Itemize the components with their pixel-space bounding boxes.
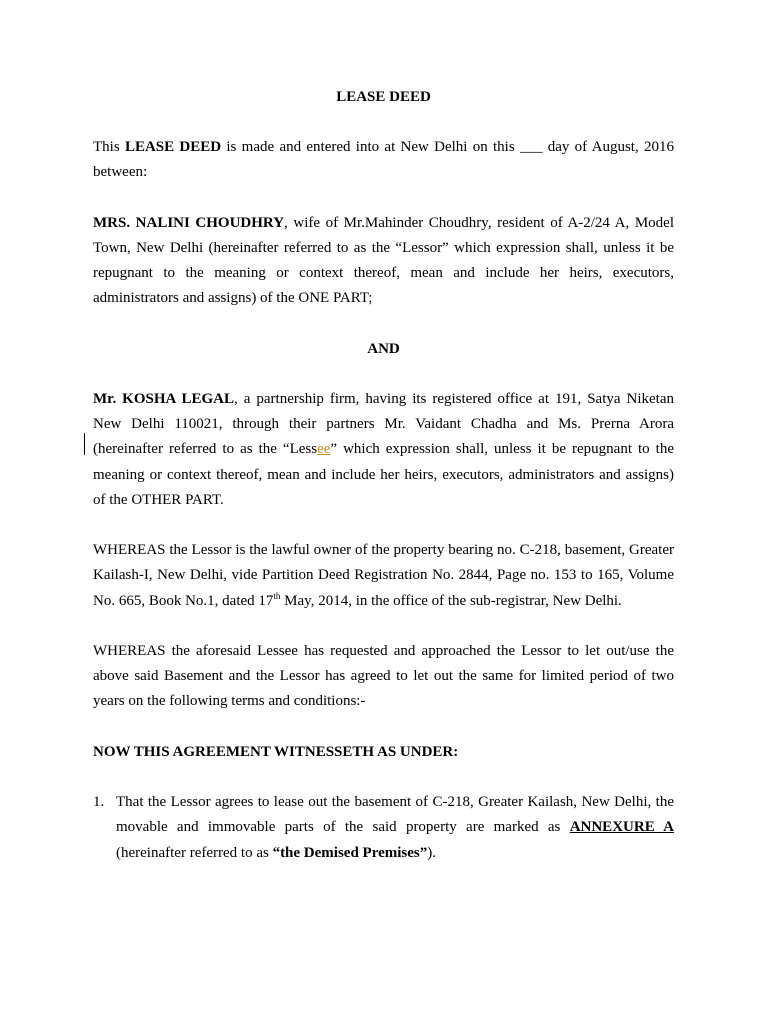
annexure-reference: ANNEXURE A [569, 819, 674, 836]
clause-1-text-3: ). [427, 844, 436, 861]
document-body [93, 85, 674, 866]
lessee-text-2: ” which expression shall, unless it be repugnant to the meaning or context thereof, mean and include her heirs, executors, administrators and assigns) of the OTHER PART. [93, 441, 675, 508]
whereas-paragraph-2: WHEREAS the aforesaid Lessee has requested and approached the Lessor to let out/use the above said Basement and the Lessor has agreed to let out the same for limited period of two years on the following terms and conditions:- [93, 642, 674, 710]
lessee-text-1: , a partnership firm, having its registered office at 191, Satya Niketan New Delhi 110021, through their partners Mr. Vaidant Chadha and Ms. Prerna Arora (hereinafter referred to as the “Less [93, 390, 674, 458]
lessor-paragraph [93, 211, 674, 312]
whereas-1-text-2: May, 2014, in the office of the sub-registrar, New Delhi. [280, 592, 622, 609]
whereas-paragraph-1 [93, 538, 674, 614]
intro-prefix: This [93, 139, 125, 155]
and-heading: AND [367, 340, 400, 357]
document-title: LEASE DEED [336, 89, 431, 105]
intro-bold-title: LEASE DEED [124, 139, 222, 155]
clause-1-text-1: That the Lessor agrees to lease out the basement of C-218, Greater Kailash, New Delhi, the movable and immovable parts of the said property are marked as [116, 794, 674, 836]
intro-paragraph [93, 135, 674, 185]
lessor-text: , wife of Mr.Mahinder Choudhry, resident of A-2/24 A, Model Town, New Delhi (hereinafter referred to as the “Lessor” which expression shall, unless it be repugnant to the meaning or context thereof, mean and include her heirs, executors, administrators and assigns) of the ONE PART; [93, 214, 674, 307]
lessor-name: MRS. NALINI CHOUDHRY [93, 214, 285, 231]
intro-suffix: is made and entered into at New Delhi on this ___ day of August, 2016 between: [93, 139, 674, 181]
clause-1 [93, 790, 674, 866]
date-superscript: th [273, 590, 281, 601]
clause-1-text-2: (hereinafter referred to as [116, 844, 273, 861]
clause-number: 1. [93, 794, 105, 811]
lessee-name: Mr. KOSHA LEGAL [93, 390, 235, 407]
tracked-insertion: ee [317, 441, 331, 458]
lessee-paragraph [93, 387, 674, 513]
revision-bar [84, 433, 85, 455]
whereas-1-text-1: WHEREAS the Lessor is the lawful owner of the property bearing no. C-218, basement, Greater Kailash-I, New Delhi, vide Partition Deed Registration No. 2844, Page no. 153 to 165, Volume No. 665, Book No.1, dated 17 [93, 542, 674, 609]
agreement-heading: NOW THIS AGREEMENT WITNESSETH AS UNDER: [93, 743, 459, 760]
defined-term: “the Demised Premises” [272, 844, 428, 861]
